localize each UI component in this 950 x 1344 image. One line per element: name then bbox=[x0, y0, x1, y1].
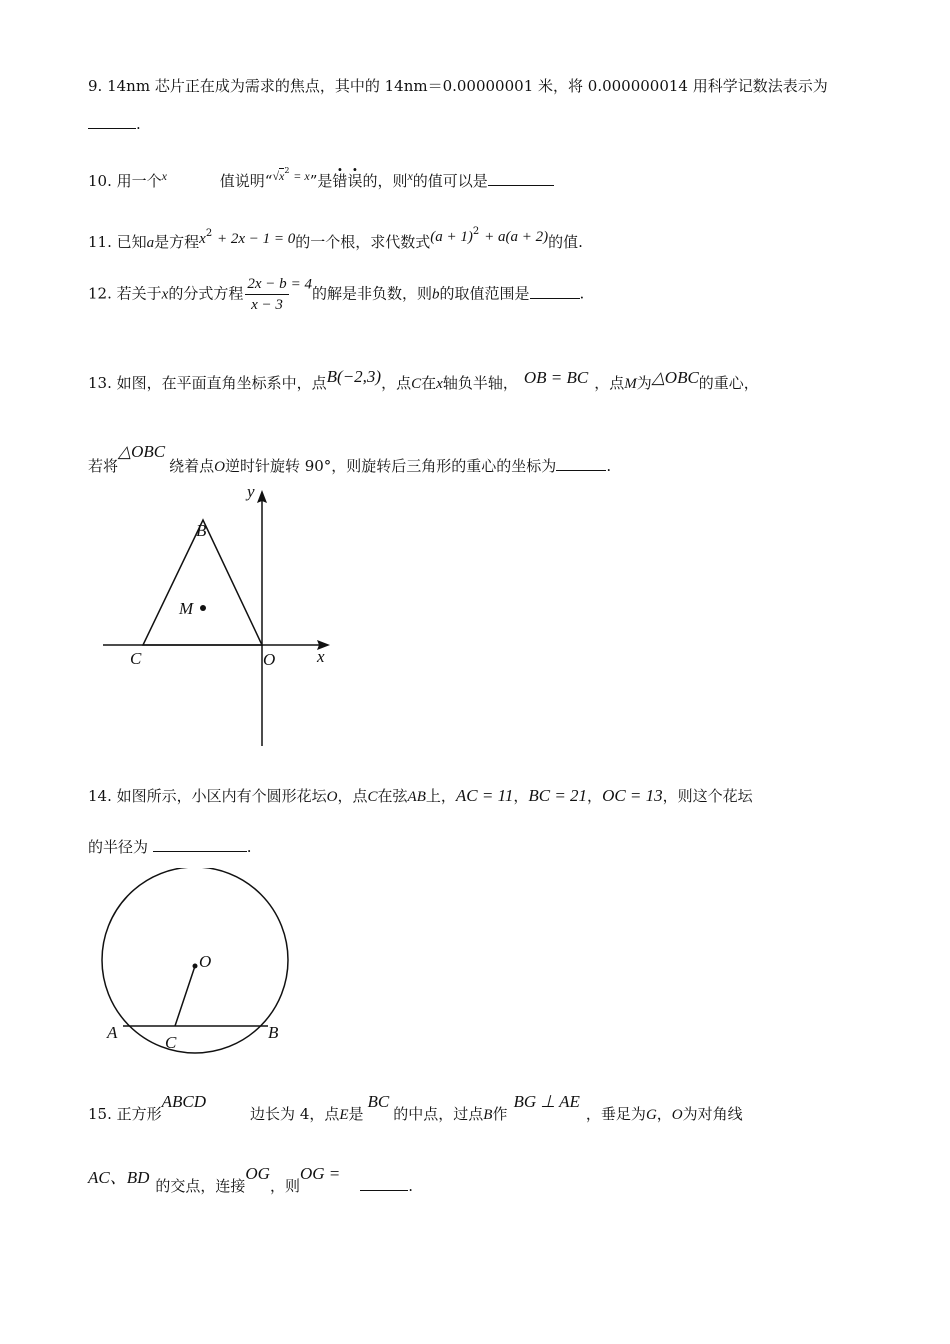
question-number: 14. bbox=[88, 787, 112, 805]
text: 若将 bbox=[88, 457, 119, 475]
text: 正方形 bbox=[116, 1105, 162, 1123]
math: (−2,3) bbox=[337, 367, 382, 386]
math-eq: = 4 bbox=[290, 276, 312, 293]
math-x: x bbox=[161, 286, 169, 303]
superscript: 2 bbox=[284, 166, 290, 175]
text: ，则 bbox=[269, 1177, 300, 1195]
math: + a(a + 2) bbox=[484, 229, 549, 245]
fraction-numerator: 2x − b bbox=[245, 274, 288, 295]
text: 的半径为 bbox=[88, 838, 149, 856]
text: 用一个 bbox=[116, 172, 162, 190]
math: O bbox=[214, 459, 225, 475]
text: 是方程 bbox=[154, 233, 200, 251]
math-a: a bbox=[146, 235, 155, 251]
math: O bbox=[671, 1107, 683, 1123]
math: M bbox=[624, 376, 637, 392]
math: OB = BC bbox=[523, 368, 589, 387]
text: 的值. bbox=[548, 233, 583, 251]
question-10 bbox=[88, 161, 554, 191]
text: 为 bbox=[636, 374, 652, 392]
period: . bbox=[136, 115, 141, 133]
text: ， bbox=[587, 787, 603, 805]
question-9 bbox=[88, 76, 828, 96]
text: ，点 bbox=[337, 787, 368, 805]
circle-figure bbox=[95, 868, 300, 1063]
math: OG = bbox=[299, 1164, 341, 1183]
text: 在 bbox=[421, 374, 437, 392]
text: 在弦 bbox=[377, 787, 408, 805]
math: BC bbox=[367, 1092, 390, 1111]
label-a: A bbox=[107, 1023, 118, 1042]
answer-blank bbox=[556, 456, 606, 471]
question-13-cont bbox=[88, 442, 611, 477]
question-12 bbox=[88, 274, 584, 315]
label-c: C bbox=[130, 649, 142, 668]
equation bbox=[199, 229, 295, 247]
period: . bbox=[246, 838, 252, 856]
math-eq: = x bbox=[293, 169, 310, 183]
math: + 2x − 1 = 0 bbox=[217, 231, 296, 247]
math: B bbox=[483, 1107, 493, 1123]
quote: ” bbox=[309, 172, 318, 190]
label-y: y bbox=[247, 482, 255, 501]
text: 为对角线 bbox=[682, 1105, 743, 1123]
question-number: 10. bbox=[88, 172, 112, 190]
question-13 bbox=[88, 367, 759, 394]
math: △OBC bbox=[651, 368, 699, 387]
superscript: 2 bbox=[472, 226, 480, 237]
quote: “ bbox=[264, 172, 273, 190]
point-b bbox=[327, 367, 381, 386]
text: ，垂足为 bbox=[585, 1105, 646, 1123]
math: B bbox=[326, 367, 338, 386]
question-text: 14nm 芯片正在成为需求的焦点，其中的 14nm＝0.00000001 米，将 0.000000014 用科学记数法表示为 bbox=[107, 77, 828, 95]
question-11 bbox=[88, 222, 583, 253]
emphasis-char: 误 bbox=[347, 172, 363, 190]
math: (a + 1) bbox=[430, 229, 473, 245]
math: E bbox=[339, 1107, 349, 1123]
math: BG ⊥ AE bbox=[513, 1092, 580, 1111]
text: 的中点，过点 bbox=[393, 1105, 484, 1123]
text: ，点 bbox=[594, 374, 625, 392]
question-number: 15. bbox=[88, 1105, 112, 1123]
period: . bbox=[606, 457, 612, 475]
segment-oc bbox=[175, 966, 195, 1026]
period: . bbox=[408, 1177, 414, 1195]
question-number: 11. bbox=[88, 233, 112, 251]
label-o: O bbox=[199, 952, 212, 971]
math: x bbox=[436, 376, 443, 392]
text: 逆时针旋转 90°，则旋转后三角形的重心的坐标为 bbox=[224, 457, 557, 475]
text: 的，则 bbox=[362, 172, 408, 190]
label-o: O bbox=[263, 650, 276, 669]
math: OC = 13 bbox=[602, 786, 663, 805]
question-9-answer bbox=[88, 114, 141, 134]
text: ， bbox=[513, 787, 529, 805]
label-b: B bbox=[196, 521, 207, 540]
label-c: C bbox=[165, 1033, 177, 1052]
text: 上， bbox=[425, 787, 456, 805]
question-number: 9. bbox=[88, 77, 103, 95]
math: AC、BD bbox=[88, 1168, 150, 1187]
question-15-cont bbox=[88, 1164, 413, 1196]
math: OG bbox=[245, 1164, 270, 1183]
text: 的分式方程 bbox=[168, 284, 244, 303]
fraction-denominator: x − 3 bbox=[251, 297, 283, 313]
period: . bbox=[579, 284, 585, 303]
question-15 bbox=[88, 1092, 743, 1125]
question-14 bbox=[88, 786, 753, 807]
text: 是 bbox=[348, 1105, 364, 1123]
emphasis-char: 错 bbox=[332, 172, 348, 190]
math-b: b bbox=[432, 286, 440, 303]
text: 作 bbox=[492, 1105, 508, 1123]
math-x: x bbox=[161, 169, 167, 183]
math: AB bbox=[407, 789, 426, 805]
text: ，则这个花坛 bbox=[662, 787, 753, 805]
text: 的交点，连接 bbox=[155, 1177, 246, 1195]
label-x: x bbox=[317, 647, 325, 666]
question-number: 13. bbox=[88, 374, 112, 392]
text: 值说明 bbox=[219, 172, 265, 190]
text: 边长为 4，点 bbox=[250, 1105, 340, 1123]
math-x: x bbox=[279, 169, 285, 183]
answer-blank bbox=[360, 1176, 408, 1191]
math: AC = 11 bbox=[455, 786, 514, 805]
math: C bbox=[411, 376, 422, 392]
text: 如图，在平面直角坐标系中，点 bbox=[116, 374, 327, 392]
center-dot bbox=[193, 964, 198, 969]
math: ABCD bbox=[161, 1092, 207, 1111]
text: 绕着点 bbox=[169, 457, 215, 475]
math: BC = 21 bbox=[528, 786, 588, 805]
text: 的取值范围是 bbox=[439, 284, 530, 303]
answer-blank bbox=[530, 284, 580, 299]
text: 的值可以是 bbox=[412, 172, 488, 190]
question-14-cont bbox=[88, 837, 252, 857]
label-b: B bbox=[268, 1023, 279, 1042]
text: 的解是非负数，则 bbox=[312, 284, 433, 303]
text: 的一个根，求代数式 bbox=[295, 233, 431, 251]
text: 如图所示，小区内有个圆形花坛 bbox=[116, 787, 327, 805]
math: C bbox=[367, 789, 378, 805]
question-number: 12. bbox=[88, 284, 112, 303]
coordinate-figure bbox=[95, 478, 345, 753]
math: x bbox=[199, 231, 206, 247]
centroid-dot bbox=[200, 605, 206, 611]
math: G bbox=[645, 1107, 657, 1123]
expression bbox=[430, 227, 548, 245]
fraction bbox=[245, 274, 288, 315]
text: 若关于 bbox=[116, 284, 162, 303]
math-x: x bbox=[407, 169, 413, 183]
text: ， bbox=[656, 1105, 672, 1123]
sqrt-expression: √x2 = x bbox=[272, 166, 310, 183]
text: ，点 bbox=[381, 374, 412, 392]
text: 是 bbox=[317, 172, 333, 190]
text: 的重心， bbox=[698, 374, 759, 392]
math: O bbox=[326, 789, 338, 805]
text: 已知 bbox=[116, 233, 147, 251]
superscript: 2 bbox=[205, 228, 213, 239]
answer-blank bbox=[488, 171, 554, 186]
text: 轴负半轴， bbox=[442, 374, 518, 392]
answer-blank bbox=[88, 114, 136, 129]
math: △OBC bbox=[118, 442, 166, 461]
answer-blank bbox=[153, 837, 247, 852]
label-m: M bbox=[179, 599, 194, 618]
